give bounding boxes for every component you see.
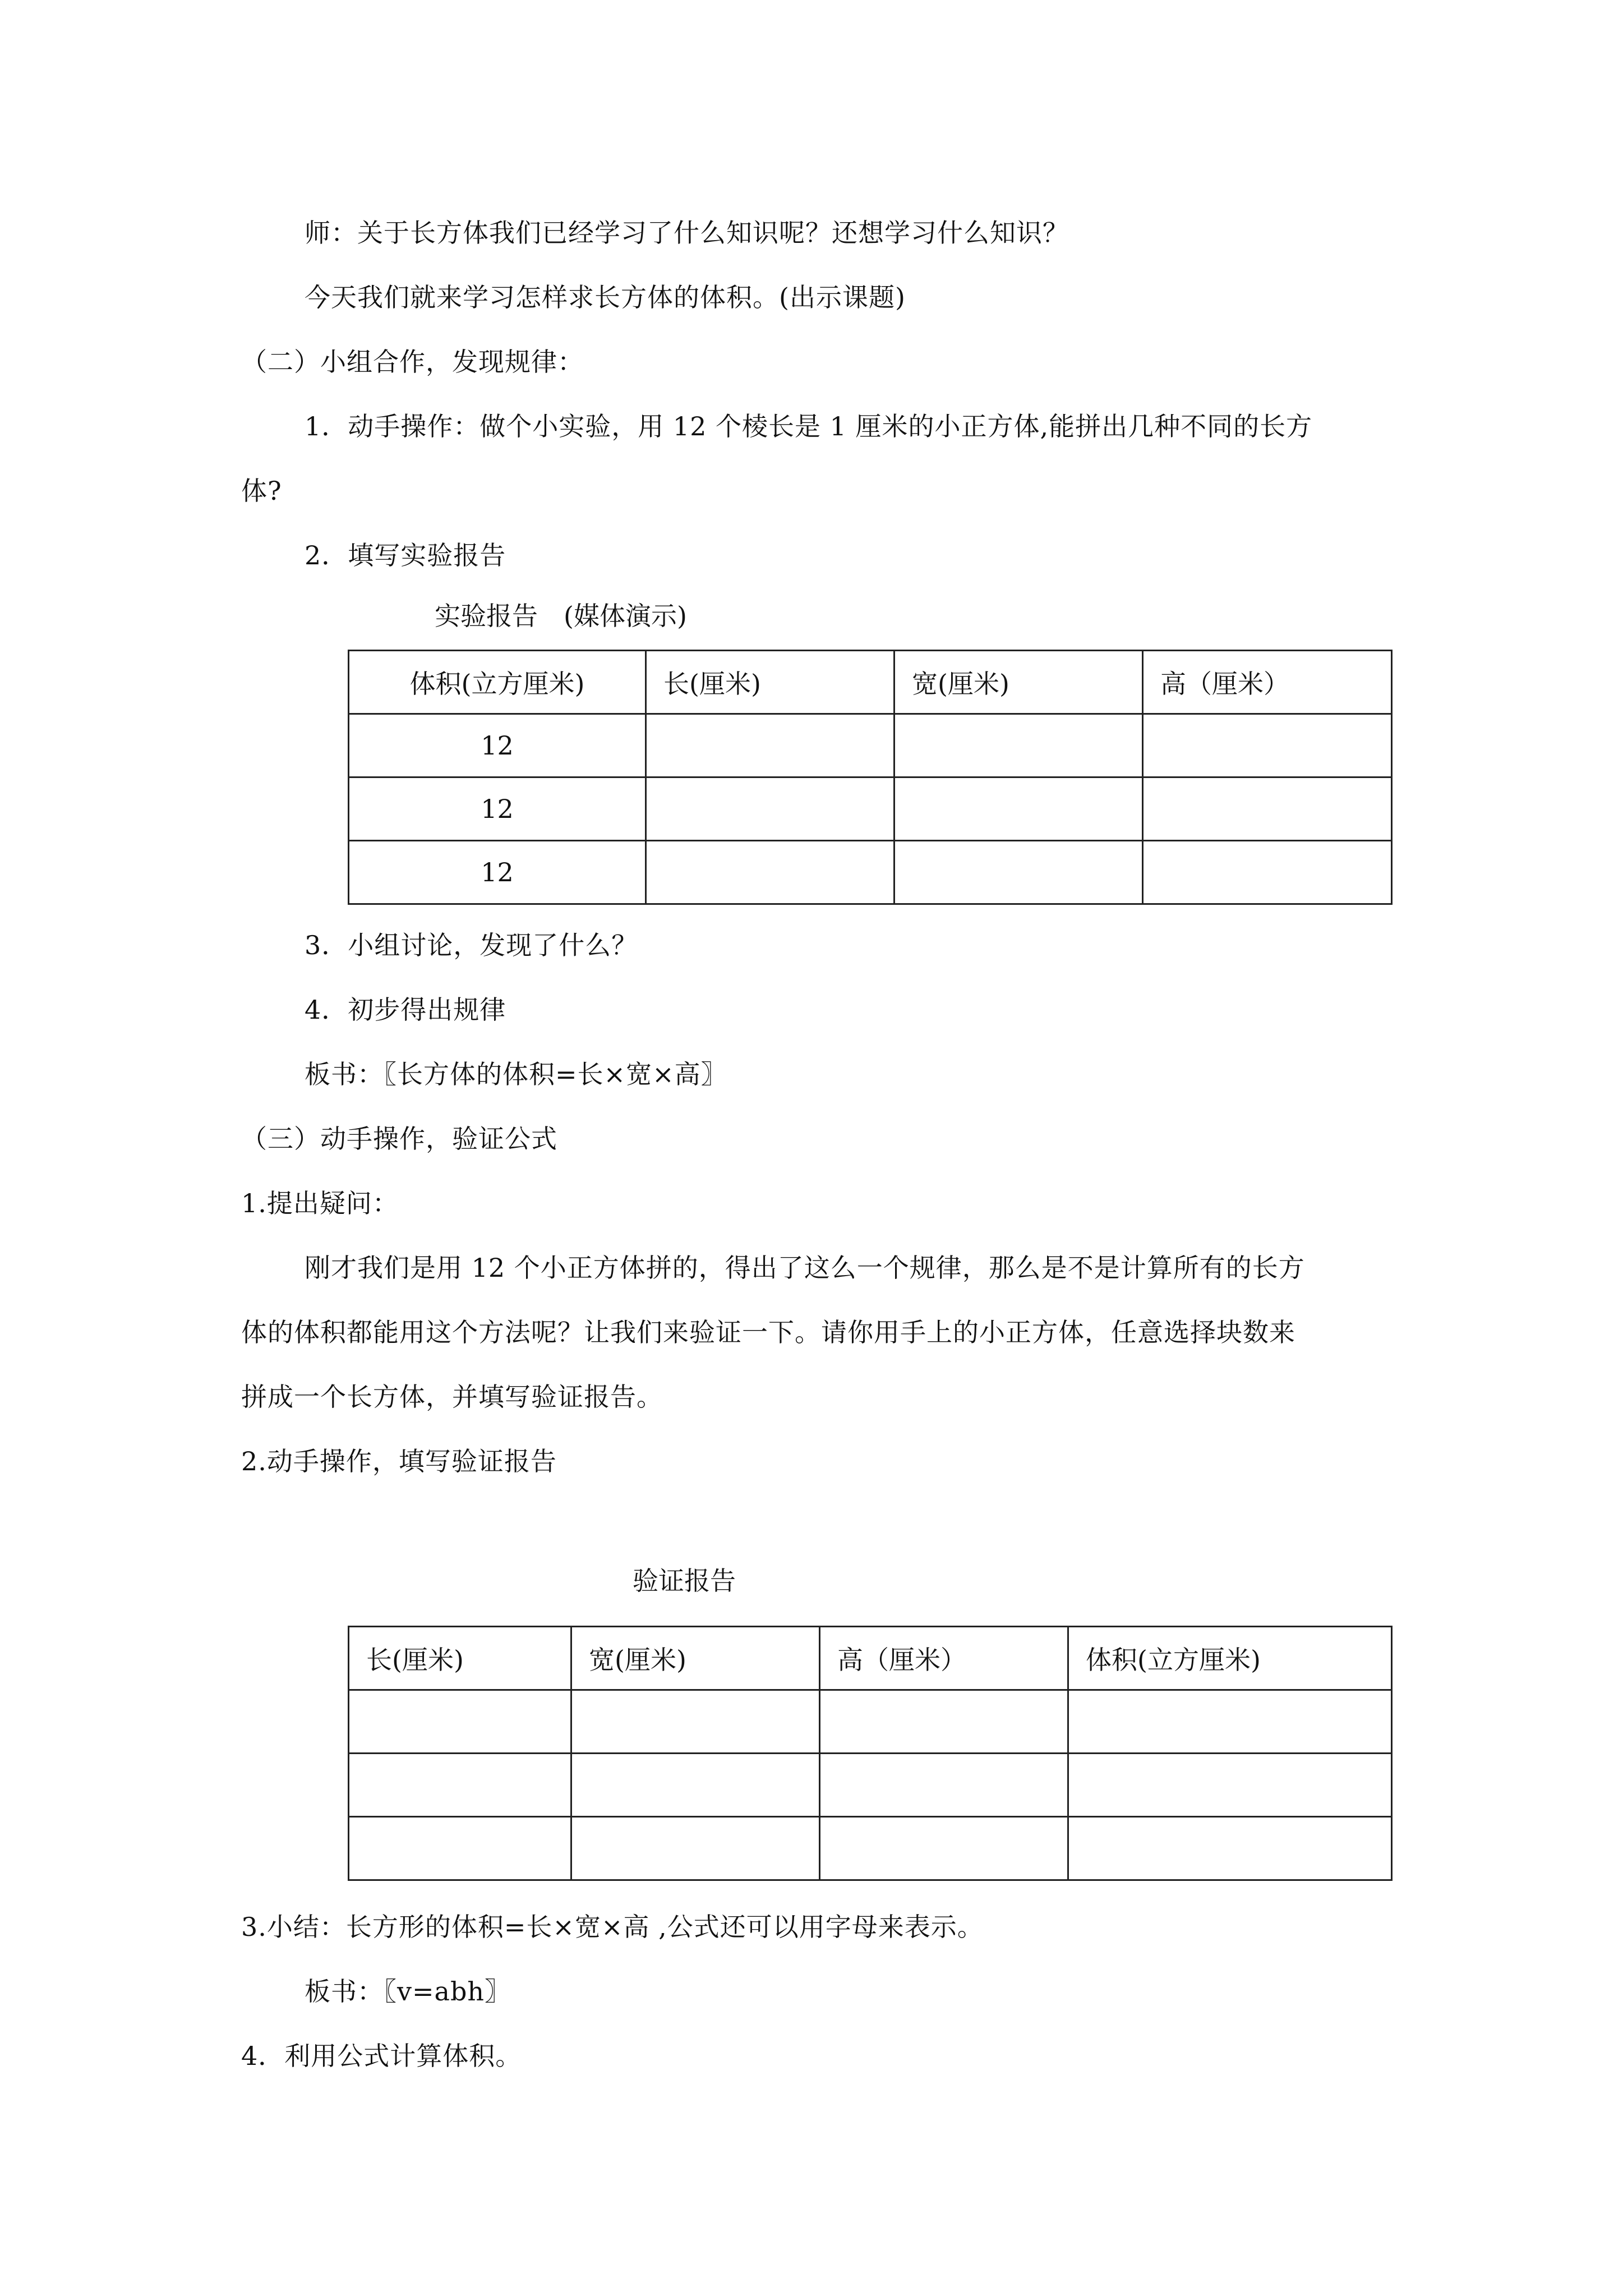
header-cell: 宽(厘米) [571,1627,820,1690]
step-3-line: 3．小组讨论，发现了什么？ [305,930,638,960]
table-row [349,1754,1392,1817]
header-cell: 体积(立方厘米) [349,651,646,714]
header-cell: 高（厘米） [820,1627,1068,1690]
operation-heading: 2.动手操作，填写验证报告 [241,1446,557,1476]
header-cell: 长(厘米) [349,1627,571,1690]
step-1-line-b: 体? [241,476,282,506]
table-row [349,777,1392,841]
table-cell [1068,1817,1392,1880]
table-header-row [349,651,1392,714]
table-cell [349,1690,571,1754]
table-cell [646,841,895,904]
step-4-calc-line: 4．利用公式计算体积。 [241,2041,522,2071]
header-cell: 高（厘米） [1143,651,1392,714]
table-row [349,1690,1392,1754]
experiment-report-caption: 实验报告 (媒体演示) [435,601,687,631]
table-cell [895,714,1143,777]
table-cell [820,1754,1068,1817]
header-cell: 长(厘米) [646,651,895,714]
table-cell [571,1754,820,1817]
table-cell [1068,1754,1392,1817]
section-heading-3: （三）动手操作，验证公式 [241,1124,557,1154]
section-heading-2: （二）小组合作，发现规律： [241,347,584,377]
table-cell [820,1817,1068,1880]
board-writing-formula: 板书：〖长方体的体积=长×宽×高〗 [305,1059,727,1089]
verification-report-table [348,1626,1393,1881]
experiment-report-table [348,650,1393,905]
board-writing-letters: 板书：〖v=abh〗 [305,1976,511,2007]
paragraph-line-c: 拼成一个长方体，并填写验证报告。 [241,1382,663,1412]
table-cell: 12 [349,714,646,777]
table-row [349,1817,1392,1880]
table-cell: 12 [349,777,646,841]
table-header-row [349,1627,1392,1690]
table-cell [1143,777,1392,841]
table-cell [571,1690,820,1754]
table-cell [646,714,895,777]
paragraph-line-a: 刚才我们是用 12 个小正方体拼的，得出了这么一个规律，那么是不是计算所有的长方 [305,1253,1305,1283]
header-cell: 体积(立方厘米) [1068,1627,1392,1690]
step-1-line-a: 1．动手操作：做个小实验，用 12 个棱长是 1 厘米的小正方体,能拼出几种不同的长方 [305,411,1313,441]
table-cell [349,1754,571,1817]
step-4-line: 4．初步得出规律 [305,995,506,1025]
table-cell [1143,841,1392,904]
step-2-line: 2．填写实验报告 [305,540,506,570]
table-cell [646,777,895,841]
teacher-question-line: 师：关于长方体我们已经学习了什么知识呢？还想学习什么知识？ [305,218,1069,248]
question-heading: 1.提出疑问： [241,1188,399,1218]
table-row [349,841,1392,904]
table-cell [1068,1690,1392,1754]
table-cell [820,1690,1068,1754]
table-cell: 12 [349,841,646,904]
table-row [349,714,1392,777]
summary-line: 3.小结：长方形的体积=长×宽×高 ,公式还可以用字母来表示。 [241,1912,984,1942]
table-cell [349,1817,571,1880]
header-cell: 宽(厘米) [895,651,1143,714]
table-cell [1143,714,1392,777]
table-cell [571,1817,820,1880]
paragraph-line-b: 体的体积都能用这个方法呢？让我们来验证一下。请你用手上的小正方体，任意选择块数来 [241,1317,1295,1347]
table-cell [895,777,1143,841]
lesson-topic-line: 今天我们就来学习怎样求长方体的体积。(出示课题) [305,282,906,312]
verification-report-caption: 验证报告 [633,1566,736,1596]
table-cell [895,841,1143,904]
